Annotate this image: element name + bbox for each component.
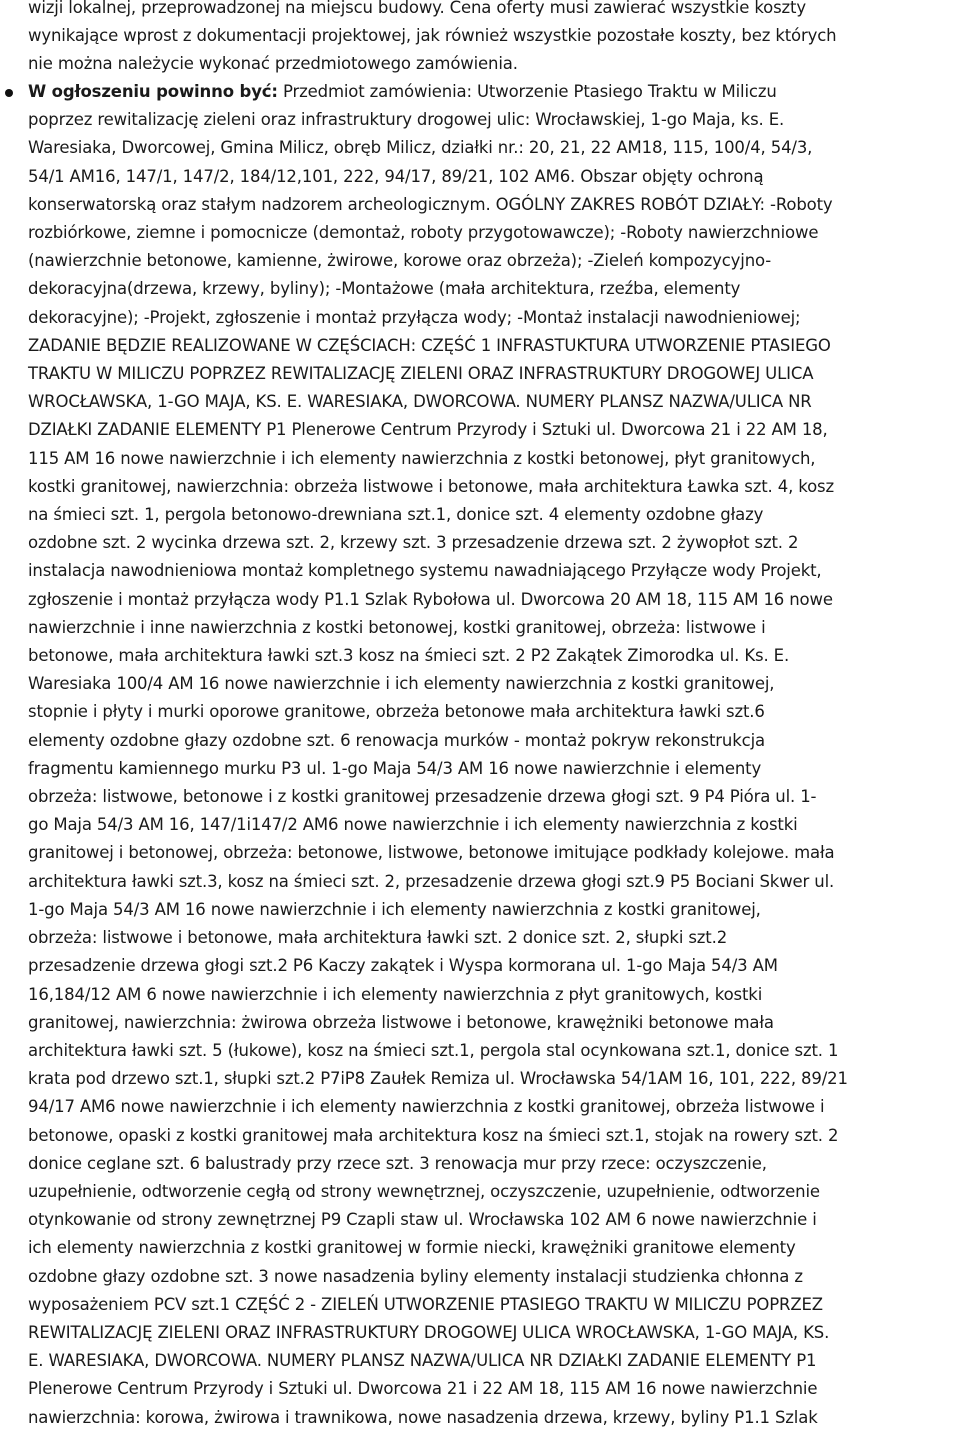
text-line: donice ceglane szt. 6 balustrady przy rzece szt. 3 renowacja mur przy rzece: oczyszczenie, — [28, 1153, 767, 1173]
text-line: wynikające wprost z dokumentacji projektowej, jak również wszystkie pozostałe koszty, bez których — [28, 26, 837, 46]
text-line: zgłoszenie i montaż przyłącza wody P1.1 Szlak Rybołowa ul. Dworcowa 20 AM 18, 115 AM 16 nowe — [28, 589, 833, 609]
bullet-body — [28, 106, 960, 1432]
text-line: fragmentu kamiennego murku P3 ul. 1-go Maja 54/3 AM 16 nowe nawierzchnie i elementy — [28, 758, 762, 778]
text-line: otynkowanie od strony zewnętrznej P9 Czapli staw ul. Wrocławska 102 AM 6 nowe nawierzchnie i — [28, 1210, 817, 1230]
text-line: 16,184/12 AM 6 nowe nawierzchnie i ich elementy nawierzchnia z płyt granitowych, kostki — [28, 984, 763, 1004]
text-line: ZADANIE BĘDZIE REALIZOWANE W CZĘŚCIACH: CZĘŚĆ 1 INFRASTUKTURA UTWORZENIE PTASIEGO — [28, 335, 831, 355]
bullet-lead-label: W ogłoszeniu powinno być: — [28, 82, 278, 101]
text-line: rozbiórkowe, ziemne i pomocnicze (demontaż, roboty przygotowawcze); -Roboty nawierzchniowe — [28, 223, 819, 243]
text-line: ozdobne głazy ozdobne szt. 3 nowe nasadzenia byliny elementy instalacji studzienka chłonna z — [28, 1266, 803, 1286]
text-line: Plenerowe Centrum Przyrody i Sztuki ul. Dworcowa 21 i 22 AM 18, 115 AM 16 nowe nawierzchnie — [28, 1379, 818, 1399]
text-line: ich elementy nawierzchnia z kostki granitowej w formie niecki, krawężniki granitowe elementy — [28, 1238, 796, 1258]
text-line: obrzeża: listwowe i betonowe, mała architektura ławki szt. 2 donice szt. 2, słupki szt.2 — [28, 928, 728, 948]
text-line: wizji lokalnej, przeprowadzonej na miejscu budowy. Cena oferty musi zawierać wszystkie koszty — [28, 0, 806, 17]
text-line: WROCŁAWSKA, 1-GO MAJA, KS. E. WARESIAKA, DWORCOWA. NUMERY PLANSZ NAZWA/ULICA NR — [28, 392, 812, 412]
text-line: konserwatorską oraz stałym nadzorem archeologicznym. OGÓLNY ZAKRES ROBÓT DZIAŁY: -Roboty — [28, 194, 833, 214]
text-line: E. WARESIAKA, DWORCOWA. NUMERY PLANSZ NAZWA/ULICA NR DZIAŁKI ZADANIE ELEMENTY P1 — [28, 1351, 817, 1371]
bullet-icon — [5, 89, 13, 97]
text-line: nawierzchnie i inne nawierzchnia z kostki betonowej, kostki granitowej, obrzeża: listwowe i — [28, 617, 766, 637]
text-line: uzupełnienie, odtworzenie cegłą od strony wewnętrznej, oczyszczenie, uzupełnienie, odtworzenie — [28, 1181, 820, 1201]
text-line: (nawierzchnie betonowe, kamienne, żwirowe, korowe oraz obrzeża); -Zieleń kompozycyjno- — [28, 251, 772, 271]
text-line: betonowe, mała architektura ławki szt.3 kosz na śmieci szt. 2 P2 Zakątek Zimorodka ul. Ks. E. — [28, 646, 790, 666]
text-line: nawierzchnia: korowa, żwirowa i trawnikowa, nowe nasadzenia drzewa, krzewy, byliny P1.1 Szlak — [28, 1407, 818, 1427]
text-line: granitowej i betonowej, obrzeża: betonowe, listwowe, betonowe imitujące podkłady kolejowe. mała — [28, 843, 835, 863]
bullet-first-line — [28, 78, 960, 106]
text-line: DZIAŁKI ZADANIE ELEMENTY P1 Plenerowe Centrum Przyrody i Sztuki ul. Dworcowa 21 i 22 AM 18, — [28, 420, 828, 440]
text-line: ozdobne szt. 2 wycinka drzewa szt. 2, krzewy szt. 3 przesadzenie drzewa szt. 2 żywopłot szt. 2 — [28, 533, 799, 553]
text-line: dekoracyjna(drzewa, krzewy, byliny); -Montażowe (mała architektura, rzeźba, elementy — [28, 279, 741, 299]
text-line: architektura ławki szt. 5 (łukowe), kosz na śmieci szt.1, pergola stal ocynkowana szt.1, donice szt. 1 — [28, 1040, 839, 1060]
bullet-list-item — [28, 78, 960, 1432]
bullet-first-line-text: Przedmiot zamówienia: Utworzenie Ptasiego Traktu w Miliczu — [277, 82, 777, 101]
text-line: betonowe, opaski z kostki granitowej mała architektura kosz na śmieci szt.1, stojak na rowery szt. 2 — [28, 1125, 839, 1145]
text-line: 94/17 AM6 nowe nawierzchnie i ich elementy nawierzchnia z kostki granitowej, obrzeża listwowe i — [28, 1097, 825, 1117]
text-line: Waresiaka 100/4 AM 16 nowe nawierzchnie i ich elementy nawierzchnia z kostki granitowej, — [28, 674, 775, 694]
text-line: Waresiaka, Dworcowej, Gmina Milicz, obręb Milicz, działki nr.: 20, 21, 22 AM18, 115, 100/4, 54/3, — [28, 138, 813, 158]
text-line: przesadzenie drzewa głogi szt.2 P6 Kaczy zakątek i Wyspa kormorana ul. 1-go Maja 54/3 AM — [28, 956, 778, 976]
text-line: elementy ozdobne głazy ozdobne szt. 6 renowacja murków - montaż pokryw rekonstrukcja — [28, 730, 765, 750]
text-line: architektura ławki szt.3, kosz na śmieci szt. 2, przesadzenie drzewa głogi szt.9 P5 Bociani Skwer ul. — [28, 871, 835, 891]
text-line: nie można należycie wykonać przedmiotowego zamówienia. — [28, 54, 518, 74]
text-line: stopnie i płyty i murki oporowe granitowe, obrzeża betonowe mała architektura ławki szt.6 — [28, 702, 765, 722]
text-line: TRAKTU W MILICZU POPRZEZ REWITALIZACJĘ ZIELENI ORAZ INFRASTRUKTURY DROGOWEJ ULICA — [28, 364, 814, 384]
text-line: instalacja nawodnieniowa montaż kompletnego systemu nawadniającego Przyłącze wody Projekt, — [28, 561, 822, 581]
text-line: REWITALIZACJĘ ZIELENI ORAZ INFRASTRUKTURY DROGOWEJ ULICA WROCŁAWSKA, 1-GO MAJA, KS. — [28, 1322, 830, 1342]
text-line: wyposażeniem PCV szt.1 CZĘŚĆ 2 - ZIELEŃ UTWORZENIE PTASIEGO TRAKTU W MILICZU POPRZEZ — [28, 1294, 823, 1314]
text-line: go Maja 54/3 AM 16, 147/1i147/2 AM6 nowe nawierzchnie i ich elementy nawierzchnia z kostki — [28, 815, 798, 835]
text-line: obrzeża: listwowe, betonowe i z kostki granitowej przesadzenie drzewa głogi szt. 9 P4 Pióra ul. 1- — [28, 787, 817, 807]
text-line: dekoracyjne); -Projekt, zgłoszenie i montaż przyłącza wody; -Montaż instalacji nawodnieniowej; — [28, 307, 801, 327]
text-line: granitowej, nawierzchnia: żwirowa obrzeża listwowe i betonowe, krawężniki betonowe mała — [28, 1012, 774, 1032]
text-line: poprzez rewitalizację zieleni oraz infrastruktury drogowej ulic: Wrocławskiej, 1-go Maja, ks. E. — [28, 110, 785, 130]
text-line: 115 AM 16 nowe nawierzchnie i ich elementy nawierzchnia z kostki betonowej, płyt granitowych, — [28, 448, 816, 468]
text-line: 54/1 AM16, 147/1, 147/2, 184/12,101, 222, 94/17, 89/21, 102 AM6. Obszar objęty ochroną — [28, 166, 764, 186]
text-line: kostki granitowej, nawierzchnia: obrzeża listwowe i betonowe, mała architektura Ławka szt. 4, kosz — [28, 476, 834, 496]
text-line: krata pod drzewo szt.1, słupki szt.2 P7iP8 Zaułek Remiza ul. Wrocławska 54/1AM 16, 101, 222, 89/21 — [28, 1069, 848, 1089]
intro-paragraph — [28, 0, 948, 79]
text-line: 1-go Maja 54/3 AM 16 nowe nawierzchnie i ich elementy nawierzchnia z kostki granitowej, — [28, 899, 761, 919]
text-line: na śmieci szt. 1, pergola betonowo-drewniana szt.1, donice szt. 4 elementy ozdobne głazy — [28, 505, 764, 525]
